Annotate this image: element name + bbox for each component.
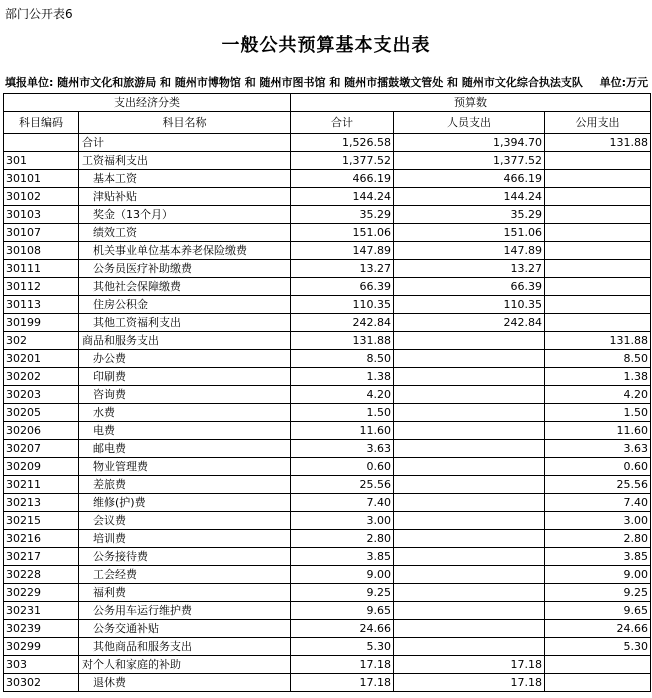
cell-public [545, 206, 651, 224]
cell-total: 9.25 [291, 584, 394, 602]
cell-total: 66.39 [291, 278, 394, 296]
cell-personnel: 151.06 [394, 224, 545, 242]
cell-code: 30199 [4, 314, 79, 332]
cell-total: 131.88 [291, 332, 394, 350]
cell-public: 1.38 [545, 368, 651, 386]
cell-personnel: 466.19 [394, 170, 545, 188]
cell-public: 1.50 [545, 404, 651, 422]
header-personnel: 人员支出 [394, 112, 545, 134]
table-row [4, 458, 651, 476]
cell-code: 30217 [4, 548, 79, 566]
cell-code: 30205 [4, 404, 79, 422]
cell-personnel: 147.89 [394, 242, 545, 260]
cell-public: 8.50 [545, 350, 651, 368]
cell-total: 242.84 [291, 314, 394, 332]
cell-name: 印刷费 [79, 368, 291, 386]
cell-code: 30299 [4, 638, 79, 656]
cell-personnel [394, 638, 545, 656]
header-total: 合计 [291, 112, 394, 134]
table-row [4, 674, 651, 692]
table-row [4, 566, 651, 584]
table-row [4, 224, 651, 242]
table-row [4, 440, 651, 458]
cell-total: 24.66 [291, 620, 394, 638]
cell-name: 津贴补贴 [79, 188, 291, 206]
cell-public: 4.20 [545, 386, 651, 404]
cell-total: 1.38 [291, 368, 394, 386]
cell-code: 30112 [4, 278, 79, 296]
table-row [4, 134, 651, 152]
cell-code: 302 [4, 332, 79, 350]
header-name: 科目名称 [79, 112, 291, 134]
cell-total: 151.06 [291, 224, 394, 242]
cell-total: 4.20 [291, 386, 394, 404]
cell-personnel [394, 404, 545, 422]
cell-code: 30228 [4, 566, 79, 584]
cell-public [545, 188, 651, 206]
budget-table [3, 93, 651, 692]
cell-name: 培训费 [79, 530, 291, 548]
cell-total: 8.50 [291, 350, 394, 368]
table-row [4, 602, 651, 620]
cell-code: 30209 [4, 458, 79, 476]
cell-code: 30213 [4, 494, 79, 512]
unit-note: 单位:万元 [599, 76, 648, 89]
cell-total: 2.80 [291, 530, 394, 548]
table-row [4, 170, 651, 188]
cell-total: 13.27 [291, 260, 394, 278]
cell-personnel [394, 494, 545, 512]
cell-public [545, 260, 651, 278]
table-row [4, 422, 651, 440]
doc-label: 部门公开表6 [5, 7, 73, 21]
cell-personnel: 110.35 [394, 296, 545, 314]
table-row [4, 386, 651, 404]
table-header [4, 94, 651, 134]
header-group-row [4, 94, 651, 112]
cell-name: 福利费 [79, 584, 291, 602]
cell-name: 维修(护)费 [79, 494, 291, 512]
cell-public [545, 314, 651, 332]
header-group-budget: 预算数 [291, 94, 651, 112]
cell-total: 0.60 [291, 458, 394, 476]
cell-name: 公务员医疗补助缴费 [79, 260, 291, 278]
cell-personnel [394, 566, 545, 584]
cell-name: 咨询费 [79, 386, 291, 404]
cell-total: 466.19 [291, 170, 394, 188]
table-row [4, 242, 651, 260]
cell-personnel [394, 386, 545, 404]
cell-personnel: 242.84 [394, 314, 545, 332]
header-public: 公用支出 [545, 112, 651, 134]
cell-public [545, 296, 651, 314]
table-row [4, 278, 651, 296]
cell-personnel [394, 620, 545, 638]
cell-name: 公务交通补贴 [79, 620, 291, 638]
table-row [4, 332, 651, 350]
cell-name: 办公费 [79, 350, 291, 368]
table-row [4, 368, 651, 386]
table-row [4, 296, 651, 314]
cell-code: 30302 [4, 674, 79, 692]
cell-name: 退休费 [79, 674, 291, 692]
cell-name: 机关事业单位基本养老保险缴费 [79, 242, 291, 260]
cell-code: 30231 [4, 602, 79, 620]
cell-public [545, 224, 651, 242]
cell-name: 水费 [79, 404, 291, 422]
cell-personnel [394, 332, 545, 350]
cell-code: 30103 [4, 206, 79, 224]
cell-public: 9.00 [545, 566, 651, 584]
cell-total: 110.35 [291, 296, 394, 314]
cell-name: 商品和服务支出 [79, 332, 291, 350]
cell-public: 11.60 [545, 422, 651, 440]
table-row [4, 512, 651, 530]
cell-personnel [394, 602, 545, 620]
cell-personnel: 35.29 [394, 206, 545, 224]
cell-total: 3.63 [291, 440, 394, 458]
cell-public [545, 152, 651, 170]
cell-code: 30215 [4, 512, 79, 530]
header-code: 科目编码 [4, 112, 79, 134]
cell-personnel: 66.39 [394, 278, 545, 296]
table-row [4, 584, 651, 602]
cell-code: 30239 [4, 620, 79, 638]
cell-personnel [394, 458, 545, 476]
cell-total: 9.65 [291, 602, 394, 620]
cell-personnel [394, 512, 545, 530]
cell-code: 30107 [4, 224, 79, 242]
cell-public: 7.40 [545, 494, 651, 512]
cell-total: 147.89 [291, 242, 394, 260]
cell-public: 25.56 [545, 476, 651, 494]
cell-total: 7.40 [291, 494, 394, 512]
table-row [4, 530, 651, 548]
cell-public: 9.25 [545, 584, 651, 602]
cell-total: 1,377.52 [291, 152, 394, 170]
meta-row [5, 74, 648, 90]
cell-name: 其他商品和服务支出 [79, 638, 291, 656]
cell-public: 2.80 [545, 530, 651, 548]
cell-total: 3.00 [291, 512, 394, 530]
cell-code: 30207 [4, 440, 79, 458]
table-row [4, 206, 651, 224]
cell-name: 绩效工资 [79, 224, 291, 242]
cell-total: 17.18 [291, 656, 394, 674]
cell-code: 30113 [4, 296, 79, 314]
cell-public: 5.30 [545, 638, 651, 656]
cell-personnel [394, 530, 545, 548]
cell-public [545, 656, 651, 674]
cell-code: 301 [4, 152, 79, 170]
reporting-unit: 填报单位: 随州市文化和旅游局 和 随州市博物馆 和 随州市图书馆 和 随州市擂鼓墩文管处 和 随州市文化综合执法支队 [5, 76, 583, 89]
cell-name: 电费 [79, 422, 291, 440]
table-row [4, 350, 651, 368]
cell-name: 会议费 [79, 512, 291, 530]
header-group-classification: 支出经济分类 [4, 94, 291, 112]
cell-code: 30229 [4, 584, 79, 602]
cell-code: 30201 [4, 350, 79, 368]
cell-name: 公务用车运行维护费 [79, 602, 291, 620]
cell-code: 30101 [4, 170, 79, 188]
cell-public: 3.00 [545, 512, 651, 530]
cell-name: 公务接待费 [79, 548, 291, 566]
cell-name: 其他工资福利支出 [79, 314, 291, 332]
cell-total: 17.18 [291, 674, 394, 692]
cell-personnel [394, 350, 545, 368]
cell-public: 131.88 [545, 134, 651, 152]
cell-code: 30206 [4, 422, 79, 440]
cell-personnel [394, 368, 545, 386]
cell-personnel: 13.27 [394, 260, 545, 278]
cell-total: 3.85 [291, 548, 394, 566]
cell-personnel: 1,394.70 [394, 134, 545, 152]
cell-personnel [394, 440, 545, 458]
cell-public: 24.66 [545, 620, 651, 638]
cell-public: 9.65 [545, 602, 651, 620]
table-body [4, 134, 651, 692]
cell-name: 工资福利支出 [79, 152, 291, 170]
cell-public: 3.63 [545, 440, 651, 458]
cell-total: 35.29 [291, 206, 394, 224]
header-columns-row [4, 112, 651, 134]
cell-total: 144.24 [291, 188, 394, 206]
page-title: 一般公共预算基本支出表 [221, 35, 431, 56]
cell-public: 131.88 [545, 332, 651, 350]
cell-name: 工会经费 [79, 566, 291, 584]
table-row [4, 260, 651, 278]
table-row [4, 152, 651, 170]
cell-personnel [394, 584, 545, 602]
cell-name: 奖金（13个月） [79, 206, 291, 224]
cell-public [545, 170, 651, 188]
cell-code: 303 [4, 656, 79, 674]
cell-code: 30216 [4, 530, 79, 548]
cell-name: 住房公积金 [79, 296, 291, 314]
cell-total: 1.50 [291, 404, 394, 422]
cell-personnel: 17.18 [394, 656, 545, 674]
cell-total: 25.56 [291, 476, 394, 494]
cell-name: 物业管理费 [79, 458, 291, 476]
cell-code: 30111 [4, 260, 79, 278]
table-row [4, 188, 651, 206]
cell-personnel: 144.24 [394, 188, 545, 206]
cell-public [545, 674, 651, 692]
cell-code [4, 134, 79, 152]
cell-name: 其他社会保障缴费 [79, 278, 291, 296]
cell-public: 3.85 [545, 548, 651, 566]
cell-name: 对个人和家庭的补助 [79, 656, 291, 674]
table-row [4, 656, 651, 674]
cell-public [545, 278, 651, 296]
cell-code: 30211 [4, 476, 79, 494]
cell-name: 基本工资 [79, 170, 291, 188]
cell-personnel [394, 548, 545, 566]
cell-name: 邮电费 [79, 440, 291, 458]
cell-personnel [394, 476, 545, 494]
table-row [4, 476, 651, 494]
cell-personnel: 17.18 [394, 674, 545, 692]
table-row [4, 404, 651, 422]
cell-total: 1,526.58 [291, 134, 394, 152]
table-row [4, 548, 651, 566]
cell-code: 30108 [4, 242, 79, 260]
cell-name: 合计 [79, 134, 291, 152]
cell-code: 30203 [4, 386, 79, 404]
cell-personnel [394, 422, 545, 440]
cell-total: 9.00 [291, 566, 394, 584]
table-row [4, 494, 651, 512]
cell-code: 30102 [4, 188, 79, 206]
cell-public: 0.60 [545, 458, 651, 476]
table-row [4, 620, 651, 638]
cell-code: 30202 [4, 368, 79, 386]
cell-personnel: 1,377.52 [394, 152, 545, 170]
cell-name: 差旅费 [79, 476, 291, 494]
cell-total: 5.30 [291, 638, 394, 656]
cell-total: 11.60 [291, 422, 394, 440]
cell-public [545, 242, 651, 260]
table-row [4, 314, 651, 332]
table-row [4, 638, 651, 656]
